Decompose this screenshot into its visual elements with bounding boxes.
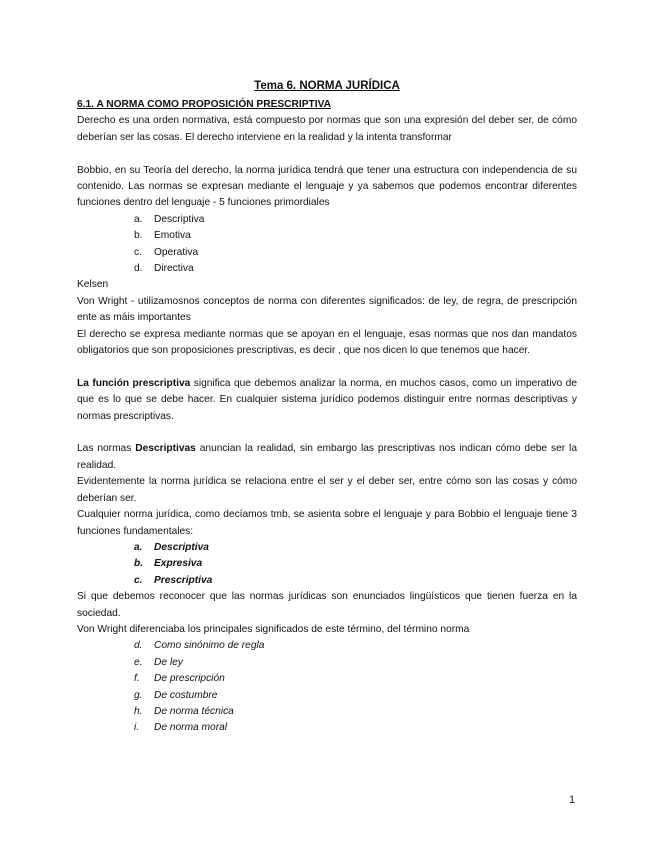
list-item: h. De norma técnica	[134, 705, 234, 717]
document-title: Tema 6. NORMA JURÍDICA	[254, 80, 400, 92]
paragraph-5: La función prescriptiva significa que debemos analizar la norma, en muchos casos, como un imperativo de que es lo que se debe hacer. En cualquier sistema jurídico podemos distinguir entre normas descriptivas y normas prescriptivas.	[77, 377, 577, 422]
list-item: f. De prescripción	[134, 673, 225, 685]
list-item: d. Directiva	[134, 263, 194, 275]
list-item: c. Prescriptiva	[134, 574, 213, 586]
paragraph-2: Bobbio, en su Teoría del derecho, la norma jurídica tendrá que tener una estructura con independencia de su contenido. Las normas se expresan mediante el lenguaje y ya sabemos que podemos encontrar diferentes funciones dentro del lenguaje - 5 funciones primordiales	[77, 164, 577, 209]
kelsen-line: Kelsen	[77, 279, 109, 291]
paragraph-10: Von Wright diferenciaba los principales significados de este término, del término norma	[77, 623, 470, 635]
list-item: b. Emotiva	[134, 230, 191, 242]
list-item: e. De ley	[134, 656, 183, 668]
language-functions-list	[77, 212, 577, 278]
list-item: c. Operativa	[134, 246, 199, 258]
paragraph-9: Si que debemos reconocer que las normas jurídicas son enunciados lingüísticos que tienen fuerza en la sociedad.	[77, 591, 577, 619]
bold-term: Descriptivas	[135, 443, 196, 455]
list-item: i. De norma moral	[134, 722, 228, 734]
list-item: a. Descriptiva	[134, 541, 209, 553]
paragraph-7: Evidentemente la norma jurídica se relaciona entre el ser y el deber ser, entre cómo son las cosas y cómo deberían ser.	[77, 476, 577, 504]
paragraph-1: Derecho es una orden normativa, está compuesto por normas que son una expresión del deber ser, de cómo deberían ser las cosas. El derecho interviene en la realidad y la intenta transformar	[77, 115, 577, 143]
norma-meanings-list	[77, 638, 577, 736]
paragraph-6: Las normas Descriptivas anuncian la realidad, sin embargo las prescriptivas nos indican cómo debe ser la realidad.	[77, 443, 577, 471]
paragraph-8: Cualquier norma jurídica, como decíamos tmb, se asienta sobre el lenguaje y para Bobbio el lenguaje tiene 3 funciones fundamentales:	[77, 509, 577, 537]
list-item: b. Expresiva	[134, 558, 203, 570]
page-content	[77, 78, 577, 737]
paragraph-4: El derecho se expresa mediante normas que se apoyan en el lenguaje, esas normas que nos dan mandatos obligatorios que son proposiciones prescriptivas, es decir , que nos dicen lo que tenemos que hacer.	[77, 328, 577, 357]
list-item: g. De costumbre	[134, 689, 218, 701]
section-heading: 6.1. A NORMA COMO PROPOSICIÓN PRESCRIPTIVA	[77, 99, 331, 110]
paragraph-3: Von Wright - utilizamosnos conceptos de norma con diferentes significados: de ley, de regra, de prescripción ente as máis importantes	[77, 295, 577, 324]
bobbio-functions-list	[77, 540, 577, 589]
list-item: a. Descriptiva	[134, 213, 205, 225]
list-item: d. Como sinónimo de regla	[134, 640, 265, 652]
page-number: 1	[569, 794, 576, 806]
bold-term: La función prescriptiva	[77, 377, 191, 389]
